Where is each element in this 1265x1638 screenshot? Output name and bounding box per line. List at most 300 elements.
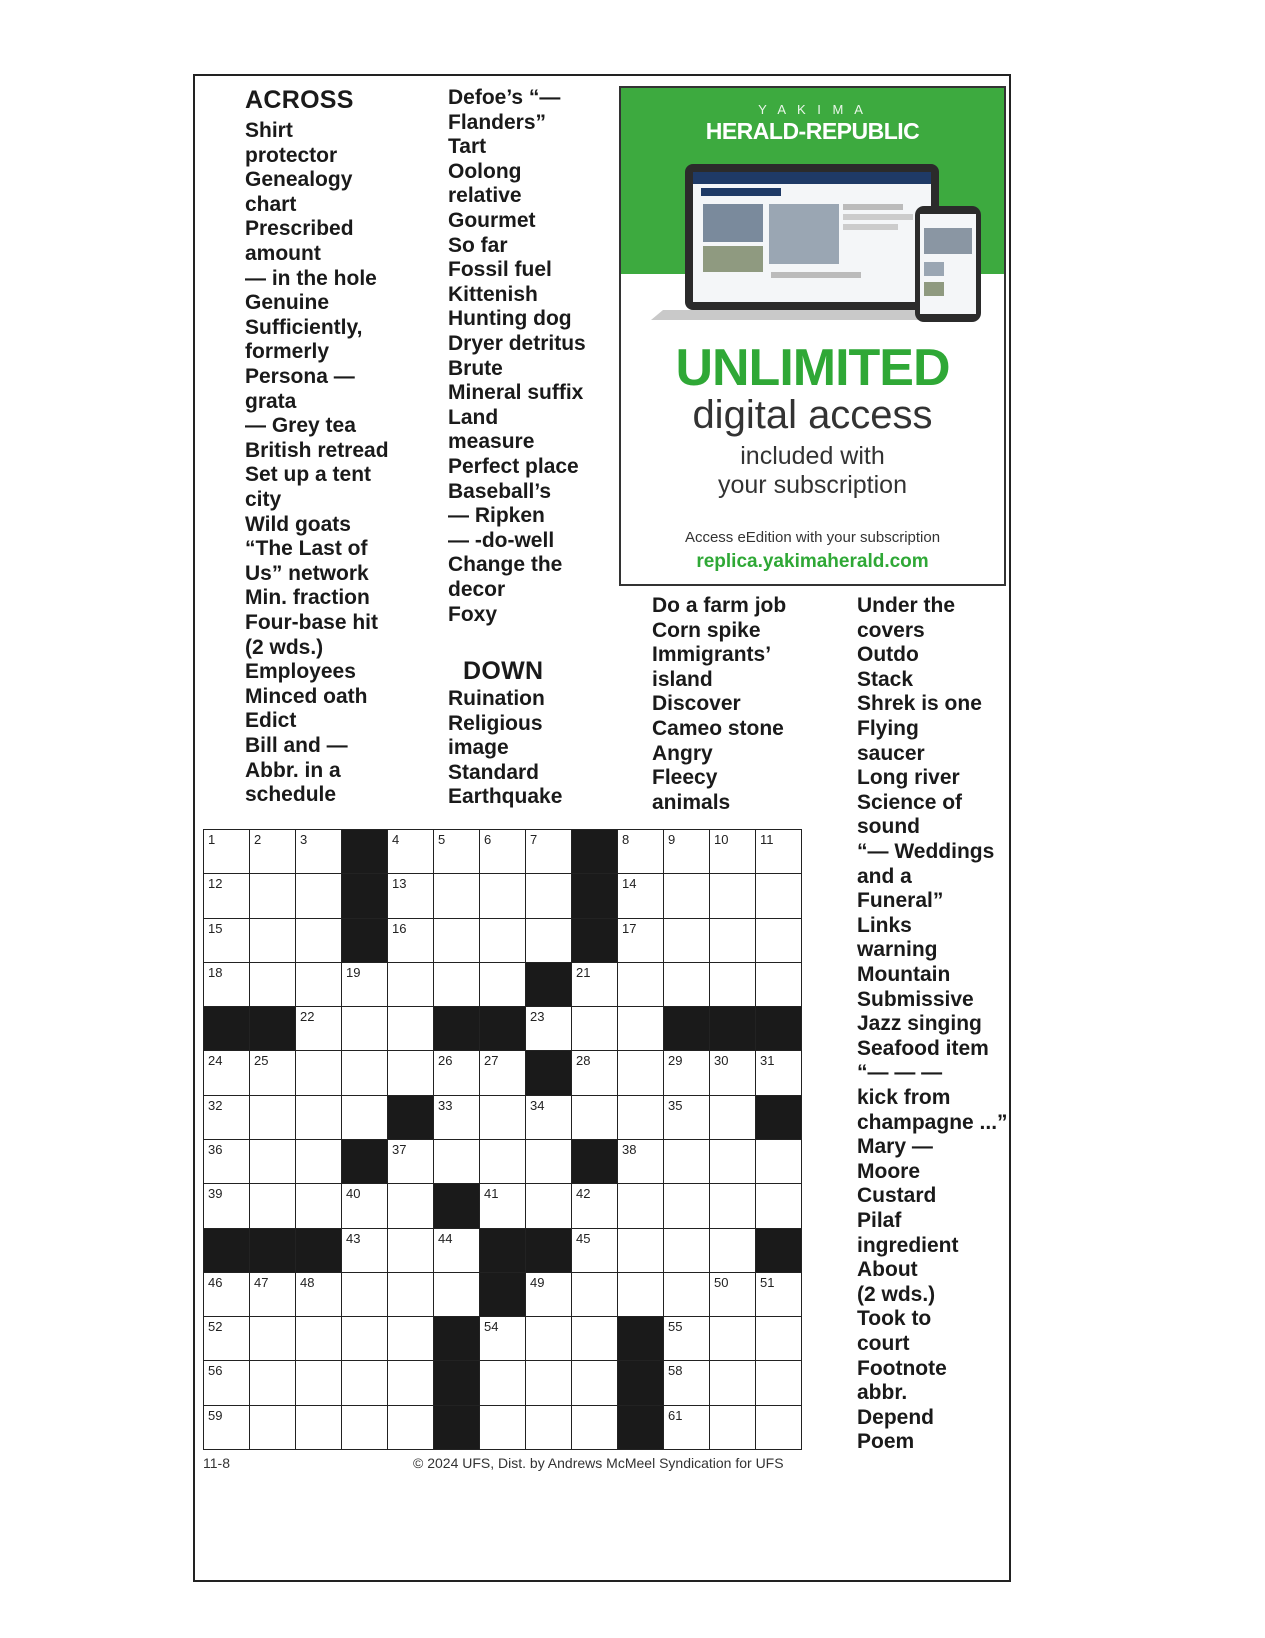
grid-cell[interactable] [663,1405,710,1450]
clue-text: covers [857,618,925,642]
grid-cell[interactable] [525,1006,572,1051]
grid-cell[interactable] [525,1139,572,1184]
clue-text: Earthquake [448,785,563,809]
grid-cell-number: 42 [576,1186,591,1202]
clue-text: city [245,488,282,511]
grid-cell[interactable] [479,1316,526,1361]
grid-cell[interactable] [709,1360,756,1405]
grid-cell[interactable] [663,1316,710,1361]
clue-text: Hunting dog [448,307,572,331]
grid-cell-number: 22 [300,1009,315,1025]
grid-cell[interactable] [387,829,434,874]
ad-line-2: your subscription [718,471,907,499]
grid-cell-number: 10 [714,832,729,847]
grid-cell-number: 7 [530,832,538,847]
grid-cell[interactable] [709,1228,756,1273]
clue-text: Us” network [245,561,369,585]
clue-text: Long river [857,766,960,790]
grid-cell-number: 43 [346,1230,361,1246]
clue-text: Pilaf [857,1209,902,1232]
clue-text: Flanders” [448,110,547,134]
grid-cell-number: 15 [208,920,223,936]
grid-cell[interactable] [203,1316,250,1361]
clue-text: Fleecy [652,766,718,790]
grid-cell[interactable] [663,918,710,963]
grid-cell[interactable] [387,1139,434,1184]
grid-cell-number: 37 [392,1142,407,1157]
grid-cell[interactable] [525,1095,572,1140]
grid-cell[interactable] [571,1183,618,1228]
grid-cell-number: 28 [576,1053,591,1069]
grid-cell[interactable] [755,1316,802,1361]
grid-cell[interactable] [709,918,756,963]
clue-text: Wild goats [245,512,351,536]
grid-cell-number: 47 [254,1274,269,1290]
grid-cell[interactable] [571,1050,618,1095]
grid-cell[interactable] [525,1405,572,1450]
grid-cell[interactable] [709,1183,756,1228]
grid-cell[interactable] [295,1272,342,1317]
grid-black-square [295,1228,342,1273]
clue-text: Minced oath [245,684,368,708]
grid-cell[interactable] [387,1360,434,1405]
grid-cell[interactable] [341,1360,388,1405]
grid-cell[interactable] [571,1272,618,1317]
grid-black-square [709,1006,756,1051]
grid-cell[interactable] [617,1228,664,1273]
grid-cell[interactable] [709,829,756,874]
ad-line-1: included with [740,442,885,470]
grid-cell[interactable] [249,1405,296,1450]
clue-text: warning [857,938,938,962]
clue-text: Perfect place [448,455,579,478]
grid-cell[interactable] [617,873,664,918]
grid-black-square [387,1095,434,1140]
grid-cell[interactable] [479,1050,526,1095]
grid-cell[interactable] [617,1006,664,1051]
grid-cell[interactable] [295,918,342,963]
grid-cell-number: 11 [760,832,774,847]
clue-text: schedule [245,783,337,807]
grid-black-square [433,1360,480,1405]
grid-cell[interactable] [295,829,342,874]
subscription-ad[interactable] [619,86,1006,586]
grid-cell[interactable] [249,918,296,963]
clue-text: abbr. [857,1381,908,1405]
clue-text: Discover [652,692,741,716]
grid-cell[interactable] [387,873,434,918]
grid-cell[interactable] [663,1183,710,1228]
grid-cell[interactable] [617,1183,664,1228]
grid-cell[interactable] [479,1095,526,1140]
ad-brand-top: Y A K I M A [758,102,867,117]
clue-text: ingredient [857,1233,959,1257]
ad-url-link[interactable]: replica.yakimaherald.com [696,551,929,572]
clue-text: Seafood item [857,1036,989,1060]
grid-cell[interactable] [617,1139,664,1184]
grid-black-square [663,1006,710,1051]
clue-text: Edict [245,709,297,733]
clue-text: Foxy [448,602,498,626]
grid-black-square [433,1405,480,1450]
grid-black-square [479,1006,526,1051]
grid-cell[interactable] [617,829,664,874]
clue-text: Cameo stone [652,717,784,740]
grid-cell[interactable] [663,1139,710,1184]
clue-text: Links [857,913,912,937]
grid-cell[interactable] [709,873,756,918]
grid-cell[interactable] [295,1316,342,1361]
grid-cell[interactable] [203,1272,250,1317]
grid-cell[interactable] [387,1272,434,1317]
clue-text: chart [245,192,297,216]
grid-cell[interactable] [387,918,434,963]
grid-cell[interactable] [203,829,250,874]
grid-cell[interactable] [479,918,526,963]
grid-cell-number: 1 [208,832,216,847]
clue-text: measure [448,430,535,454]
grid-cell[interactable] [203,1139,250,1184]
grid-cell[interactable] [203,1405,250,1450]
grid-cell-number: 51 [760,1274,775,1290]
grid-cell-number: 13 [392,876,407,892]
grid-cell-number: 36 [208,1142,223,1157]
grid-cell-number: 59 [208,1407,223,1423]
grid-cell[interactable] [663,1095,710,1140]
grid-cell[interactable] [617,962,664,1007]
grid-cell[interactable] [295,1050,342,1095]
clue-text: About [857,1258,918,1282]
grid-cell[interactable] [433,962,480,1007]
grid-cell[interactable] [249,1272,296,1317]
clue-text: Ruination [448,687,545,710]
grid-cell[interactable] [755,1050,802,1095]
grid-cell[interactable] [341,1006,388,1051]
grid-cell[interactable] [571,1228,618,1273]
clue-text: decor [448,578,506,601]
grid-cell-number: 17 [622,920,637,936]
grid-cell[interactable] [203,1183,250,1228]
grid-cell[interactable] [709,1050,756,1095]
grid-cell-number: 3 [300,832,308,847]
ad-subhead: digital access [692,393,933,437]
grid-cell[interactable] [433,1272,480,1317]
grid-cell[interactable] [433,918,480,963]
grid-black-square [755,1006,802,1051]
grid-cell-number: 49 [530,1274,545,1290]
clue-text: — in the hole [245,266,377,290]
grid-cell[interactable] [479,873,526,918]
grid-cell[interactable] [571,1316,618,1361]
grid-cell[interactable] [663,1228,710,1273]
grid-cell[interactable] [433,1095,480,1140]
grid-cell[interactable] [433,873,480,918]
crossword-grid [203,829,801,1449]
grid-cell[interactable] [249,1139,296,1184]
grid-cell-number: 29 [668,1053,683,1069]
grid-cell[interactable] [617,1050,664,1095]
grid-cell[interactable] [571,962,618,1007]
grid-cell-number: 55 [668,1319,683,1335]
grid-cell-number: 52 [208,1319,223,1335]
grid-cell[interactable] [203,1095,250,1140]
grid-cell-number: 32 [208,1097,223,1113]
grid-cell-number: 61 [668,1407,683,1423]
grid-cell-number: 5 [438,832,446,847]
grid-cell[interactable] [663,1050,710,1095]
grid-cell[interactable] [387,1006,434,1051]
grid-cell[interactable] [387,1316,434,1361]
clue-text: Four-base hit [245,611,379,634]
clue-text: Bill and — [245,734,348,757]
grid-cell-number: 24 [208,1053,223,1069]
grid-black-square [479,1272,526,1317]
grid-cell[interactable] [663,1272,710,1317]
grid-cell[interactable] [295,1139,342,1184]
grid-cell-number: 6 [484,832,492,847]
grid-cell[interactable] [479,1360,526,1405]
grid-cell[interactable] [571,1405,618,1450]
grid-cell-number: 12 [208,876,223,892]
grid-cell[interactable] [479,829,526,874]
grid-cell[interactable] [341,962,388,1007]
clue-text: Change the [448,553,563,577]
grid-cell[interactable] [387,1405,434,1450]
grid-cell-number: 56 [208,1363,223,1379]
grid-cell[interactable] [479,1139,526,1184]
grid-cell[interactable] [663,1360,710,1405]
grid-cell-number: 48 [300,1274,315,1290]
grid-black-square [525,962,572,1007]
grid-cell[interactable] [295,1405,342,1450]
grid-cell[interactable] [203,918,250,963]
clue-text: Mineral suffix [448,381,584,405]
grid-cell[interactable] [709,962,756,1007]
grid-cell[interactable] [203,1360,250,1405]
grid-cell[interactable] [249,1050,296,1095]
clue-text: Under the [857,594,956,617]
clue-text: Prescribed [245,217,354,241]
clue-text: (2 wds.) [857,1282,936,1306]
grid-cell[interactable] [387,1050,434,1095]
grid-cell[interactable] [249,962,296,1007]
grid-cell[interactable] [295,1183,342,1228]
clue-text: animals [652,790,731,814]
clue-text: Gourmet [448,209,536,232]
grid-cell[interactable] [387,962,434,1007]
grid-cell[interactable] [433,829,480,874]
grid-cell[interactable] [479,1183,526,1228]
grid-cell[interactable] [525,873,572,918]
grid-cell[interactable] [755,1183,802,1228]
grid-black-square [341,918,388,963]
ad-access-text: Access eEdition with your subscription [684,529,941,546]
grid-black-square [433,1316,480,1361]
grid-cell[interactable] [525,1272,572,1317]
grid-cell[interactable] [709,1405,756,1450]
grid-cell[interactable] [571,1006,618,1051]
grid-cell[interactable] [755,918,802,963]
grid-black-square [755,1228,802,1273]
grid-cell[interactable] [755,1405,802,1450]
grid-cell[interactable] [709,1316,756,1361]
grid-cell[interactable] [433,1228,480,1273]
clue-text: (2 wds.) [245,635,324,659]
grid-cell[interactable] [617,1272,664,1317]
clue-text: sound [857,815,920,839]
grid-cell[interactable] [341,1228,388,1273]
clue-text: and a [857,864,912,888]
clue-text: champagne ...” [857,1110,1008,1134]
grid-black-square [203,1228,250,1273]
grid-cell[interactable] [479,1405,526,1450]
grid-cell[interactable] [663,962,710,1007]
grid-cell-number: 41 [484,1186,499,1202]
clue-text: Brute [448,356,503,380]
clue-text: Moore [857,1159,920,1183]
clue-text: Do a farm job [652,594,787,617]
grid-cell[interactable] [433,1139,480,1184]
grid-cell[interactable] [203,873,250,918]
clue-text: Submissive [857,987,974,1011]
grid-cell-number: 18 [208,964,223,980]
clue-text: Footnote [857,1356,947,1380]
grid-cell[interactable] [203,1050,250,1095]
grid-cell-number: 2 [254,832,262,847]
clue-text: “— — — [857,1061,943,1085]
grid-black-square [617,1316,664,1361]
clue-text: Mountain [857,963,951,986]
grid-cell-number: 40 [346,1186,361,1202]
grid-cell[interactable] [341,1050,388,1095]
grid-cell[interactable] [525,1183,572,1228]
grid-cell[interactable] [341,1316,388,1361]
grid-cell-number: 38 [622,1142,637,1157]
grid-cell[interactable] [755,962,802,1007]
grid-cell[interactable] [341,1095,388,1140]
grid-cell[interactable] [571,1360,618,1405]
grid-cell[interactable] [249,873,296,918]
grid-cell[interactable] [341,1183,388,1228]
clue-text: Dryer detritus [448,332,586,355]
grid-black-square [341,873,388,918]
grid-cell[interactable] [525,829,572,874]
grid-cell[interactable] [249,829,296,874]
grid-cell-number: 30 [714,1053,729,1069]
grid-cell[interactable] [433,1050,480,1095]
grid-cell[interactable] [617,1095,664,1140]
grid-cell[interactable] [525,1316,572,1361]
clue-text: Immigrants’ [652,643,772,667]
grid-cell-number: 50 [714,1274,729,1290]
grid-cell[interactable] [525,918,572,963]
clue-text: Religious [448,711,543,735]
clue-text: Tart [448,135,487,159]
grid-cell-number: 21 [576,964,591,980]
grid-cell[interactable] [755,1360,802,1405]
grid-cell[interactable] [341,1272,388,1317]
grid-black-square [249,1228,296,1273]
grid-black-square [617,1360,664,1405]
clue-text: Corn spike [652,618,761,642]
grid-cell-number: 25 [254,1053,269,1069]
grid-cell[interactable] [249,1360,296,1405]
grid-cell[interactable] [249,1095,296,1140]
grid-cell-number: 31 [760,1053,775,1069]
clue-text: image [448,736,509,760]
grid-cell[interactable] [479,962,526,1007]
ad-brand-name: HERALD-REPUBLIC [705,118,920,144]
grid-cell[interactable] [295,873,342,918]
clue-text: So far [448,233,508,257]
clue-text: — Ripken [448,504,545,528]
grid-cell[interactable] [709,1272,756,1317]
grid-black-square [571,829,618,874]
grid-cell[interactable] [387,1183,434,1228]
grid-cell[interactable] [249,1183,296,1228]
grid-cell-number: 26 [438,1053,453,1069]
grid-cell[interactable] [755,1272,802,1317]
grid-cell[interactable] [295,962,342,1007]
clue-text: Angry [652,741,713,765]
clue-text: Depend [857,1405,935,1429]
grid-cell-number: 14 [622,876,637,892]
grid-black-square [479,1228,526,1273]
grid-cell[interactable] [295,1006,342,1051]
grid-black-square [203,1006,250,1051]
grid-cell-number: 9 [668,832,676,847]
clue-text: Shrek is one [857,692,982,716]
copyright: © 2024 UFS, Dist. by Andrews McMeel Syndication for UFS [413,1455,784,1471]
grid-cell[interactable] [755,829,802,874]
date-code: 11-8 [203,1455,230,1471]
grid-cell[interactable] [571,1095,618,1140]
clue-text: Genealogy [245,168,353,192]
clue-text: island [652,667,713,691]
ad-headline: UNLIMITED [675,339,950,397]
clue-text: Poem [857,1430,915,1454]
device-mockup-icon [643,154,988,326]
grid-black-square [571,1139,618,1184]
grid-cell-number: 16 [392,920,407,936]
grid-cell[interactable] [617,918,664,963]
grid-cell[interactable] [295,1095,342,1140]
grid-cell[interactable] [249,1316,296,1361]
grid-cell[interactable] [387,1228,434,1273]
grid-cell[interactable] [663,873,710,918]
grid-cell[interactable] [663,829,710,874]
grid-cell[interactable] [341,1405,388,1450]
clue-text: protector [245,143,338,167]
grid-cell[interactable] [755,1139,802,1184]
grid-black-square [249,1006,296,1051]
clue-text: Defoe’s “— [448,86,561,109]
clue-text: saucer [857,741,925,765]
grid-cell[interactable] [755,873,802,918]
grid-cell[interactable] [525,1360,572,1405]
grid-cell-number: 4 [392,832,400,847]
grid-black-square [525,1228,572,1273]
clue-text: grata [245,389,297,413]
grid-cell[interactable] [295,1360,342,1405]
clue-text: — Grey tea [245,414,356,438]
grid-cell[interactable] [709,1139,756,1184]
clue-text: “The Last of [245,537,368,561]
down-header: DOWN [463,657,544,685]
grid-cell[interactable] [709,1095,756,1140]
clue-text: Outdo [857,643,919,667]
grid-cell[interactable] [203,962,250,1007]
